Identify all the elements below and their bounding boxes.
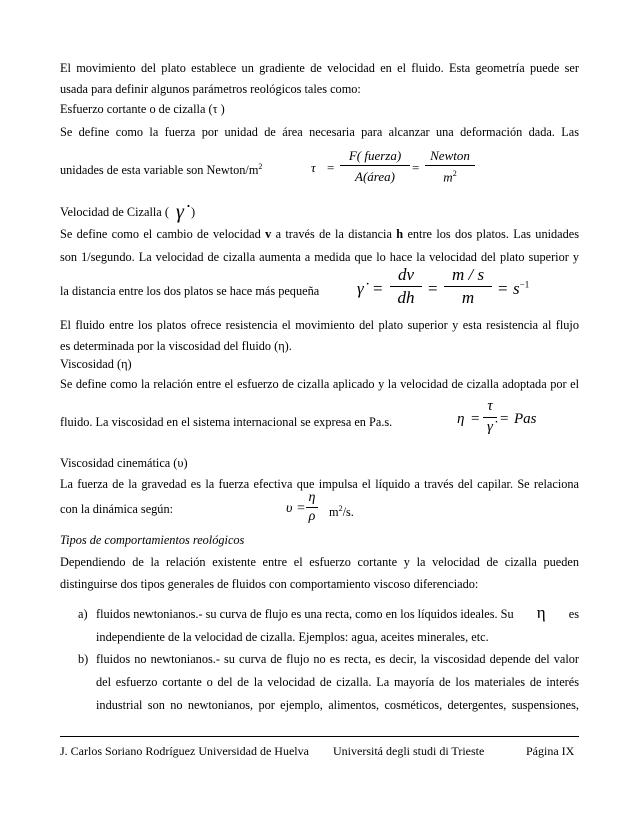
para-1-line-2: usada para definir algunos parámetros reológicos tales como: [60, 82, 361, 96]
para-5-line-1: Se define como la relación entre el esfuerzo de cizalla aplicado y la velocidad de cizalla adoptada por el [60, 377, 579, 391]
heading-tipos: Tipos de comportamientos reológicos [60, 533, 245, 547]
para-4-line-1: El fluido entre los platos ofrece resistencia el movimiento del plato superior y esta resistencia al flujo [60, 318, 579, 332]
para-7-line-1: Dependiendo de la relación existente entre el esfuerzo cortante y la velocidad de cizalla pueden [60, 555, 579, 569]
para-7-line-2: distinguirse dos tipos generales de fluidos con comportamiento viscoso diferenciado: [60, 577, 479, 591]
list-item-b-line-1: fluidos no newtonianos.- su curva de flujo no es recta, es decir, la viscosidad depende del valor [96, 652, 579, 666]
list-marker-a: a) [78, 607, 88, 621]
footer-author: J. Carlos Soriano Rodríguez Universidad de Huelva [60, 744, 309, 758]
list-item-a-line-2: independiente de la velocidad de cizalla. Ejemplos: agua, aceites minerales, etc. [96, 630, 489, 644]
para-1-line-1: El movimiento del plato establece un gradiente de velocidad en el fluido. Esta geometría puede ser [60, 61, 579, 75]
footer-page-number: Página IX [526, 744, 575, 758]
para-5-line-2: fluido. La viscosidad en el sistema internacional se expresa en Pa.s. [60, 415, 393, 429]
para-6-line-2: con la dinámica según: [60, 502, 174, 516]
para-3-line-2: son 1/segundo. La velocidad de cizalla aumenta a medida que lo hace la velocidad del plato superior y [60, 250, 579, 264]
kinematic-units: $m^2/s$. [329, 504, 354, 520]
heading-esfuerzo: Esfuerzo cortante o de cizalla (τ ) [60, 102, 225, 116]
heading-viscosidad: Viscosidad (η) [60, 357, 132, 371]
para-3-line-3: la distancia entre los dos platos se hace más pequeña [60, 284, 320, 298]
footer-rule [60, 736, 579, 737]
gamma-dot-symbol: γ̇ [176, 201, 184, 223]
para-4-line-2: es determinada por la viscosidad del fluido (η). [60, 339, 292, 353]
para-6-line-1: La fuerza de la gravedad es la fuerza efectiva que impulsa el líquido a través del capilar. Se relaciona [60, 477, 579, 491]
footer-university-2: Universitá degli studi di Trieste [333, 744, 485, 758]
heading-velocidad: Velocidad de Cizalla ( γ̇ ) [60, 201, 196, 223]
para-2-line-2: unidades de esta variable son Newton/$m^2$ [60, 162, 263, 178]
list-item-b-line-3: industrial son no newtonianos, por ejemplo, alimentos, cosméticos, detergentes, suspensiones, [96, 698, 579, 712]
list-marker-b: b) [78, 652, 89, 666]
para-3-line-1: Se define como el cambio de velocidad v a través de la distancia h entre los dos platos. Las unidades [60, 227, 580, 241]
list-item-b-line-2: del esfuerzo cortante o del de la velocidad de cizalla. La mayoría de los materiales de interés [96, 675, 579, 689]
list-item-a-line-1: fluidos newtonianos.- su curva de flujo es una recta, como en los líquidos ideales. Su η es [96, 603, 579, 622]
heading-cinematica: Viscosidad cinemática (υ) [60, 456, 188, 470]
para-2-line-1: Se define como la fuerza por unidad de área necesaria para alcanzar una deformación dada. Las [60, 125, 579, 139]
